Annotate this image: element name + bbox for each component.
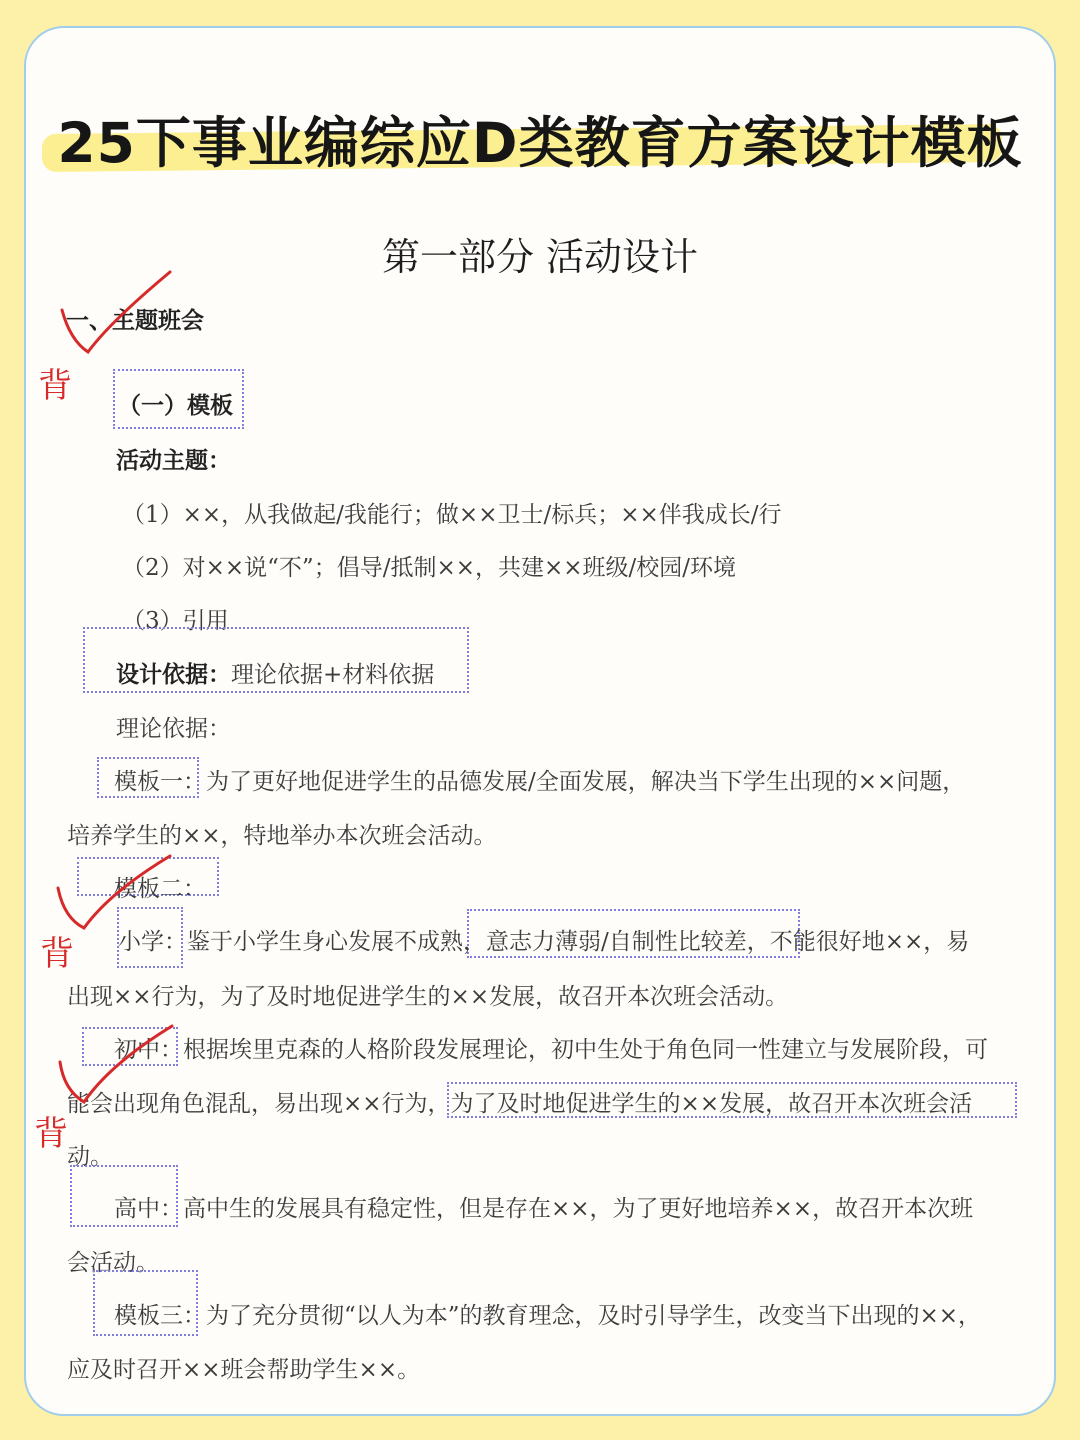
junior-line1 (114, 1031, 988, 1064)
section-heading: 一、主题班会 (66, 307, 204, 334)
junior-line2 (67, 1085, 972, 1118)
junior-text-1: 根据埃里克森的人格阶段发展理论，初中生处于角色同一性建立与发展阶段，可 (183, 1037, 988, 1063)
primary-label: 小学： (118, 929, 187, 955)
design-basis-line (116, 656, 434, 689)
template1-line1 (114, 763, 965, 796)
primary-text-c: 不能很好地××，易 (769, 929, 970, 955)
template1-label: 模板一： (114, 769, 206, 795)
senior-line1 (114, 1190, 973, 1223)
primary-text-b: 意志力薄弱/自制性比较差， (486, 929, 770, 955)
template2-label: 模板二： (114, 876, 206, 902)
page-title: 25下事业编综应D类教育方案设计模板 (57, 111, 1023, 175)
template3-line2: 应及时召开××班会帮助学生××。 (67, 1357, 421, 1383)
junior-text-2a: 能会出现角色混乱，易出现××行为， (67, 1091, 451, 1117)
senior-label: 高中： (114, 1196, 183, 1222)
template3-text: 为了充分贯彻“以人为本”的教育理念，及时引导学生，改变当下出现的××， (206, 1303, 982, 1329)
subsection-heading: （一）模板 (118, 392, 233, 419)
back-mark-3: 背 (34, 1114, 68, 1154)
senior-text-1: 高中生的发展具有稳定性，但是存在××，为了更好地培养××，故召开本次班 (183, 1196, 974, 1222)
back-mark-1: 背 (38, 366, 72, 406)
theme-item-2: （2）对××说“不”；倡导/抵制××，共建××班级/校园/环境 (122, 555, 737, 581)
template3-line1 (114, 1297, 981, 1330)
theory-basis-label: 理论依据： (116, 716, 231, 742)
primary-line2: 出现××行为，为了及时地促进学生的××发展，故召开本次班会活动。 (67, 984, 789, 1010)
template1-line2: 培养学生的××，特地举办本次班会活动。 (67, 823, 497, 849)
junior-text-2b: 为了及时地促进学生的××发展，故召开本次班会活 (450, 1091, 973, 1117)
design-basis-value: 理论依据+材料依据 (231, 662, 435, 688)
theme-item-1: （1）××，从我做起/我能行；做××卫士/标兵；××伴我成长/行 (122, 502, 782, 528)
title-banner (0, 95, 1080, 185)
template1-text: 为了更好地促进学生的品德发展/全面发展，解决当下学生出现的××问题， (206, 769, 966, 795)
activity-theme-label: 活动主题： (116, 447, 231, 474)
primary-line1 (118, 923, 969, 956)
design-basis-label: 设计依据： (116, 661, 231, 688)
back-mark-2: 背 (40, 934, 74, 974)
theme-item-3: （3）引用 (122, 608, 229, 634)
section-subtitle: 第一部分 活动设计 (381, 235, 699, 279)
template3-label: 模板三： (114, 1303, 206, 1329)
junior-label: 初中： (114, 1037, 183, 1063)
junior-line3: 动。 (67, 1144, 113, 1170)
primary-text-a: 鉴于小学生身心发展不成熟， (187, 929, 486, 955)
senior-line2: 会活动。 (67, 1250, 159, 1276)
